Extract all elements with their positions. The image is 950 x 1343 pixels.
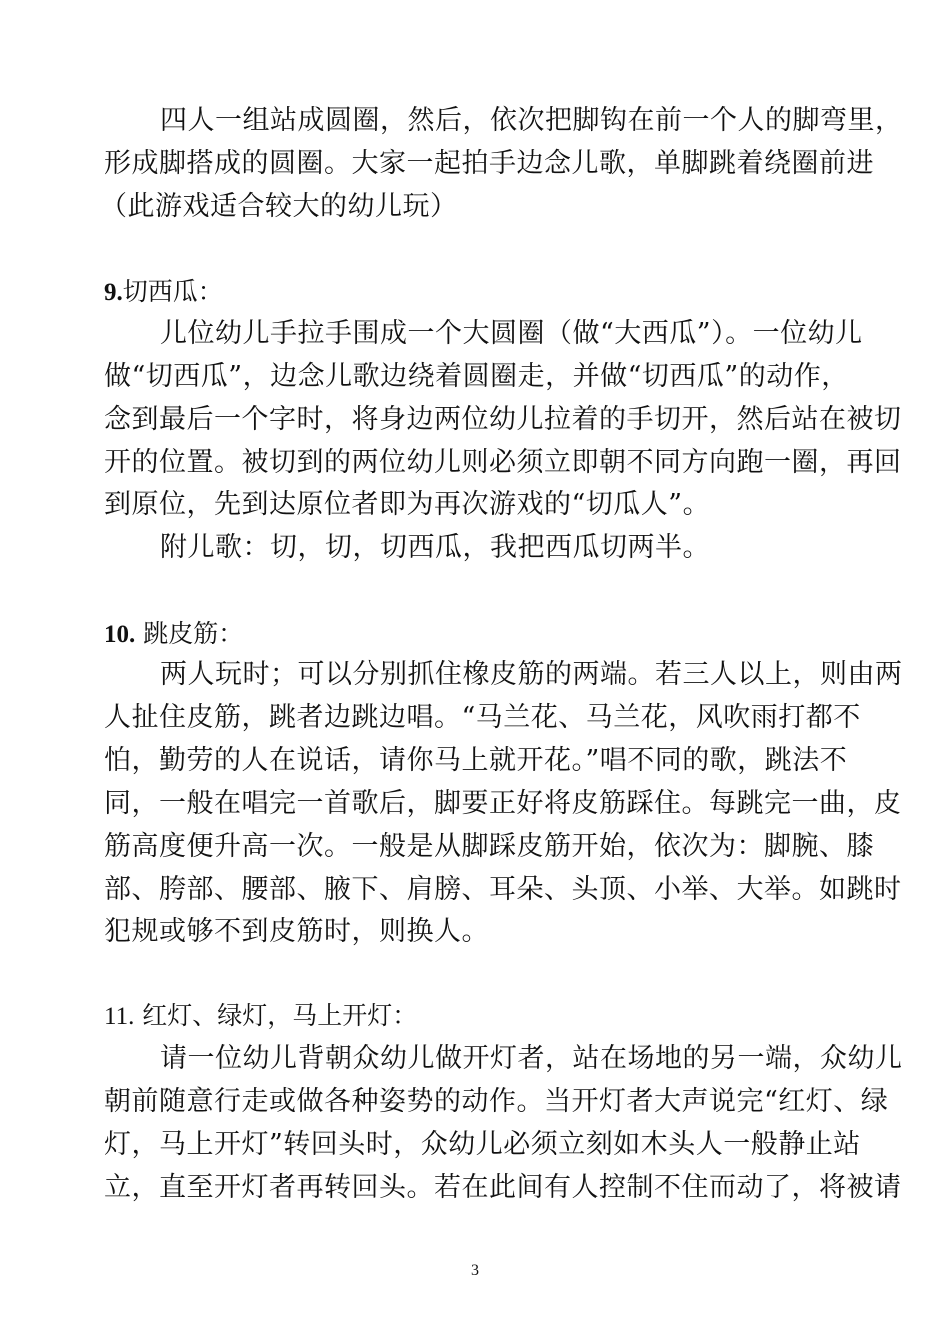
paragraph-line: 朝前随意行走或做各种姿势的动作。当开灯者大声说完“红灯、绿	[104, 1086, 889, 1117]
section-heading-10	[104, 617, 243, 652]
paragraph-line: 附儿歌：切，切，切西瓜，我把西瓜切两半。	[160, 532, 710, 563]
section-heading-11	[104, 999, 417, 1034]
paragraph-line: 同，一般在唱完一首歌后，脚要正好将皮筋踩住。每跳完一曲，皮	[104, 788, 902, 819]
paragraph-line: 做“切西瓜”，边念儿歌边绕着圆圈走，并做“切西瓜”的动作，	[104, 361, 849, 392]
paragraph-line: 部、胯部、腰部、腋下、肩膀、耳朵、头顶、小举、大举。如跳时	[104, 874, 902, 905]
paragraph-line: 灯，马上开灯”转回头时，众幼儿必须立刻如木头人一般静止站	[104, 1129, 861, 1160]
intro-line: 形成脚搭成的圆圈。大家一起拍手边念儿歌，单脚跳着绕圈前进	[104, 148, 874, 179]
section-title: 红灯、绿灯，马上开灯：	[134, 1001, 418, 1030]
section-heading-9	[104, 275, 223, 310]
paragraph-line: 开的位置。被切到的两位幼儿则必须立即朝不同方向跑一圈，再回	[104, 447, 902, 478]
paragraph-line: 两人玩时；可以分别抓住橡皮筋的两端。若三人以上，则由两	[160, 659, 903, 690]
paragraph-line: 人扯住皮筋，跳者边跳边唱。“马兰花、马兰花，风吹雨打都不	[104, 702, 861, 733]
page-number: 3	[471, 1262, 479, 1279]
section-title: 切西瓜：	[122, 277, 223, 306]
section-number: 9.	[104, 279, 123, 306]
intro-line: （此游戏适合较大的幼儿玩）	[100, 191, 458, 222]
paragraph-line: 念到最后一个字时，将身边两位幼儿拉着的手切开，然后站在被切	[104, 404, 902, 435]
paragraph-line: 筋高度便升高一次。一般是从脚踩皮筋开始，依次为：脚腕、膝	[104, 831, 874, 862]
section-title: 跳皮筋：	[135, 619, 244, 648]
paragraph-line: 犯规或够不到皮筋时，则换人。	[104, 916, 489, 947]
paragraph-line: 怕，勤劳的人在说话，请你马上就开花。”唱不同的歌，跳法不	[104, 745, 848, 776]
section-number: 10.	[104, 621, 136, 648]
section-number: 11.	[104, 1003, 135, 1030]
paragraph-line: 儿位幼儿手拉手围成一个大圆圈（做“大西瓜”）。一位幼儿	[160, 318, 863, 349]
paragraph-line: 请一位幼儿背朝众幼儿做开灯者，站在场地的另一端，众幼儿	[160, 1043, 903, 1074]
paragraph-line: 到原位，先到达原位者即为再次游戏的“切瓜人”。	[104, 489, 711, 520]
paragraph-line: 立，直至开灯者再转回头。若在此间有人控制不住而动了，将被请	[104, 1172, 902, 1203]
intro-line: 四人一组站成圆圈，然后，依次把脚钩在前一个人的脚弯里，	[160, 105, 903, 136]
